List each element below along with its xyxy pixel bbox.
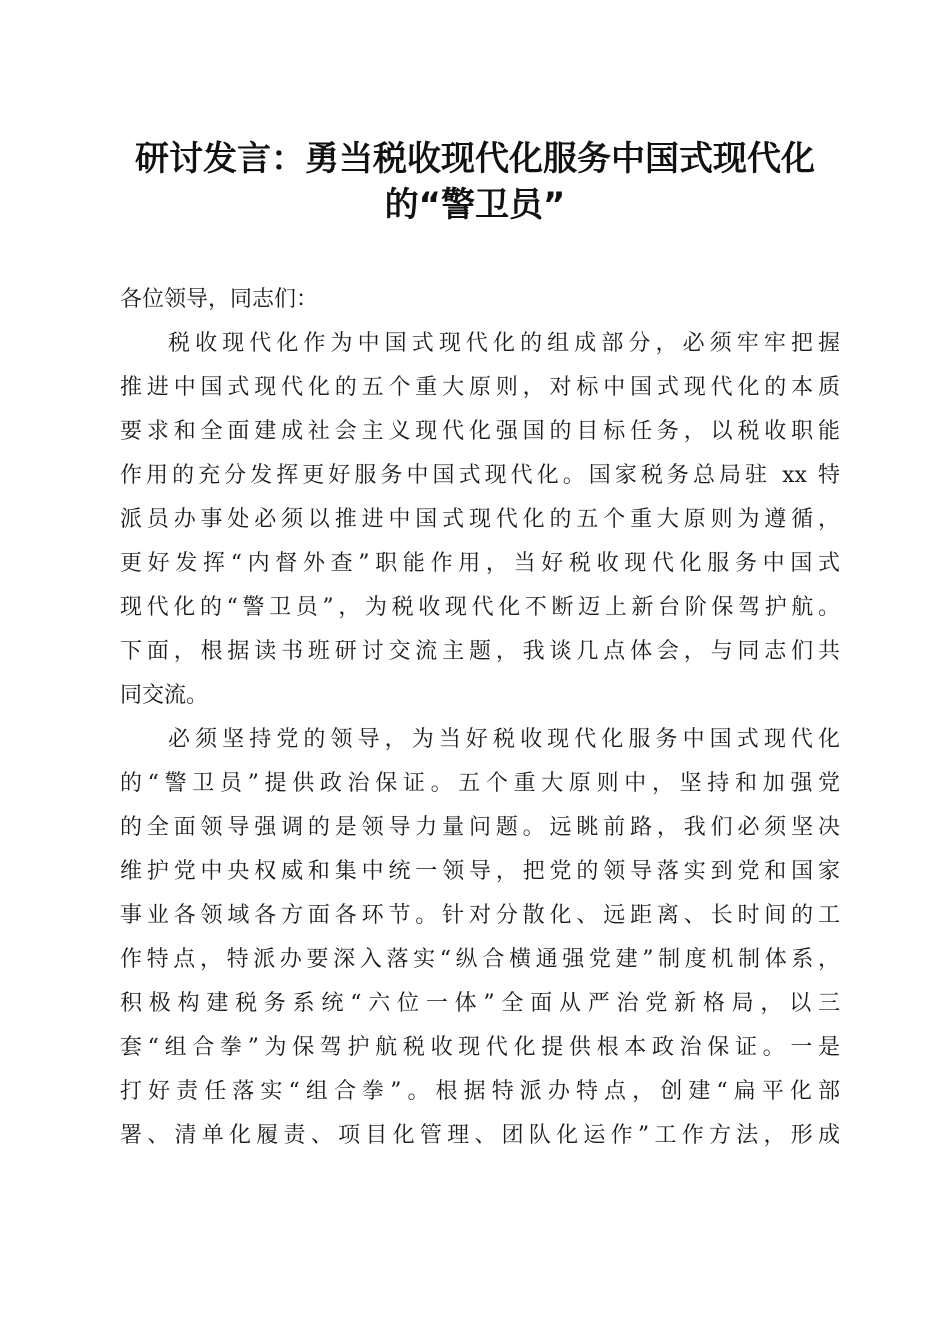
paragraph-line: 下面，根据读书班研讨交流主题，我谈几点体会，与同志们共 <box>120 639 840 664</box>
paragraph-line: 同交流。 <box>120 683 209 708</box>
paragraph-line: 要求和全面建成社会主义现代化强国的目标任务，以税收职能 <box>120 419 840 444</box>
paragraph-line: 派员办事处必须以推进中国式现代化的五个重大原则为遵循， <box>120 507 840 532</box>
title-line-2: 的“警卫员” <box>384 185 566 225</box>
paragraph-line: 必须坚持党的领导，为当好税收现代化服务中国式现代化 <box>168 727 840 752</box>
paragraph-line: 的“警卫员”提供政治保证。五个重大原则中，坚持和加强党 <box>120 771 840 796</box>
paragraph-line: 维护党中央权威和集中统一领导，把党的领导落实到党和国家 <box>120 859 840 884</box>
paragraph-line: 套“组合拳”为保驾护航税收现代化提供根本政治保证。一是 <box>120 1035 840 1060</box>
paragraph-line: 作用的充分发挥更好服务中国式现代化。国家税务总局驻 xx 特 <box>120 463 840 488</box>
paragraph-line: 署、清单化履责、项目化管理、团队化运作”工作方法，形成 <box>120 1123 840 1148</box>
paragraph-line: 作特点，特派办要深入落实“纵合横通强党建”制度机制体系， <box>120 947 840 972</box>
salutation: 各位领导，同志们： <box>120 287 319 312</box>
document-title <box>100 136 850 228</box>
title-line-1: 研讨发言：勇当税收现代化服务中国式现代化 <box>135 139 815 179</box>
paragraph-line: 积极构建税务系统“六位一体”全面从严治党新格局，以三 <box>120 991 840 1016</box>
paragraph-line: 推进中国式现代化的五个重大原则，对标中国式现代化的本质 <box>120 375 840 400</box>
paragraph-line: 税收现代化作为中国式现代化的组成部分，必须牢牢把握 <box>168 331 840 356</box>
paragraph-line: 打好责任落实“组合拳”。根据特派办特点，创建“扁平化部 <box>120 1079 840 1104</box>
paragraph-line: 现代化的“警卫员”，为税收现代化不断迈上新台阶保驾护航。 <box>120 595 840 620</box>
paragraph-line: 事业各领域各方面各环节。针对分散化、远距离、长时间的工 <box>120 903 840 928</box>
paragraph-2 <box>120 718 840 1158</box>
paragraph-line: 的全面领导强调的是领导力量问题。远眺前路，我们必须坚决 <box>120 815 840 840</box>
paragraph-1 <box>120 322 840 718</box>
paragraph-line: 更好发挥“内督外查”职能作用，当好税收现代化服务中国式 <box>120 551 840 576</box>
